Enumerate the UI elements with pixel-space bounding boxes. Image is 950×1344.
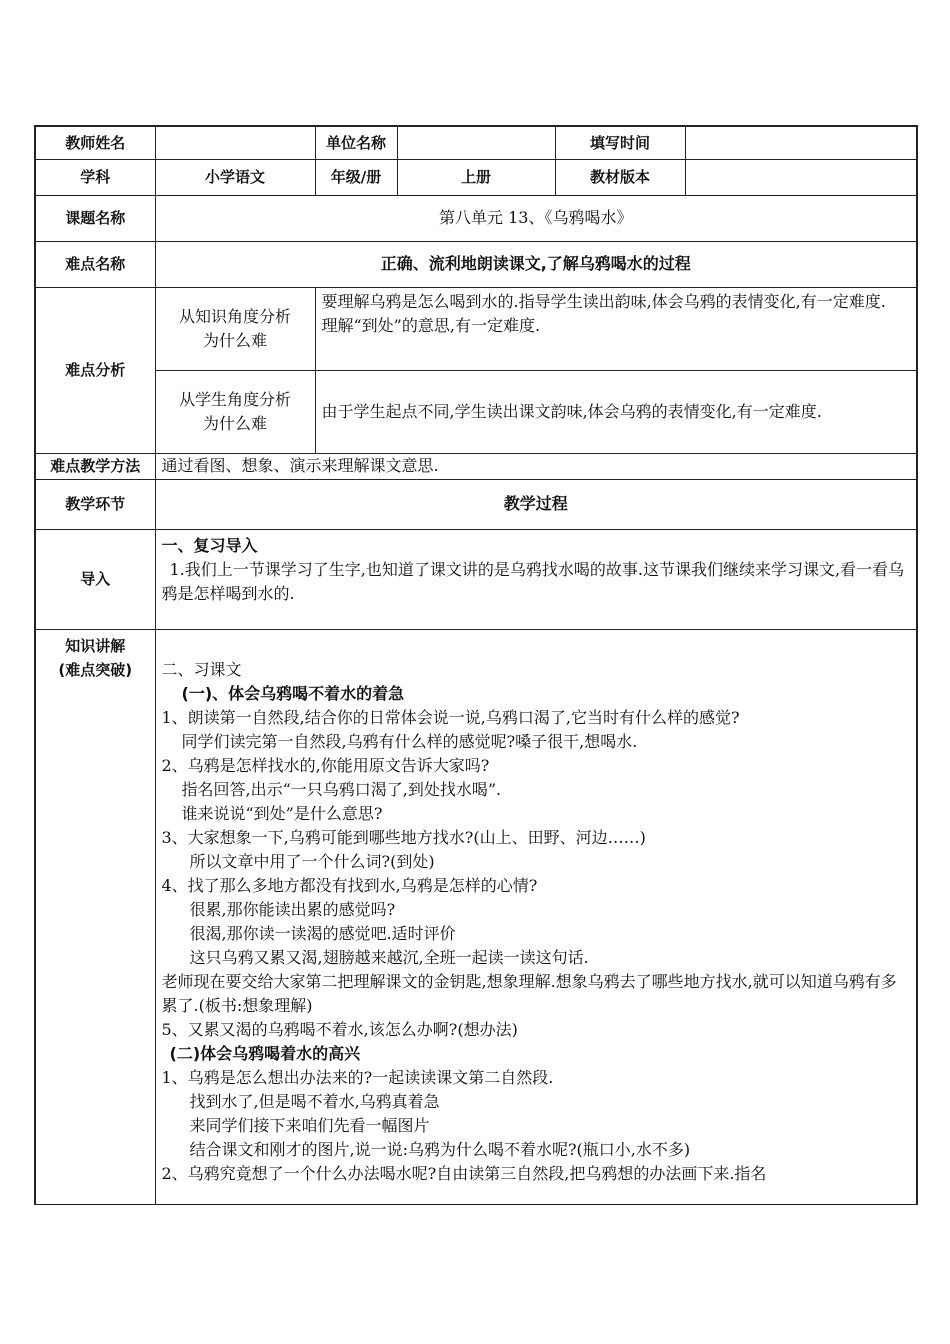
time-label: 填写时间 (555, 126, 685, 159)
student-angle-line-1: 从学生角度分析 (178, 389, 291, 409)
grade-value: 上册 (397, 159, 555, 195)
student-angle-text: 由于学生起点不同,学生读出课文韵味,体会乌鸦的表情变化,有一定难度. (315, 370, 917, 453)
lecture-line: 2、乌鸦究竟想了一个什么办法喝水呢?自由读第三自然段,把乌鸦想的办法画下来.指名 (161, 1163, 767, 1183)
teacher-label: 教师姓名 (35, 126, 155, 159)
lecture-label-line-2: (难点突破) (58, 660, 133, 679)
subject-label: 学科 (35, 159, 155, 195)
lecture-line: 很渴,那你读一读渴的感觉吧.适时评价 (189, 923, 456, 943)
knowledge-text-1: 要理解乌鸦是怎么喝到水的.指导学生读出韵味,体会乌鸦的表情变化,有一定难度. (321, 291, 886, 311)
student-angle-line-2: 为什么难 (202, 413, 267, 433)
knowledge-angle-line-1: 从知识角度分析 (178, 306, 291, 326)
lecture-line: 这只乌鸦又累又渴,翅膀越来越沉,全班一起读一读这句话. (189, 947, 589, 967)
lecture-line: 同学们读完第一自然段,乌鸦有什么样的感觉呢?嗓子很干,想喝水. (181, 731, 638, 751)
method-label: 难点教学方法 (35, 453, 155, 479)
subject-value: 小学语文 (155, 159, 315, 195)
lecture-line: 谁来说说“到处”是什么意思? (181, 803, 383, 823)
topic-row (35, 195, 917, 241)
lecture-sub2-title: (二)体会乌鸦喝着水的高兴 (169, 1043, 361, 1063)
lecture-line: 来同学们接下来咱们先看一幅图片 (189, 1115, 430, 1135)
process-content-header: 教学过程 (155, 479, 917, 529)
intro-row (35, 529, 917, 629)
intro-content (155, 529, 917, 629)
topic-value: 第八单元 13、《乌鸦喝水》 (155, 195, 917, 241)
difficulty-label: 难点名称 (35, 241, 155, 287)
knowledge-text-2: 理解“到处”的意思,有一定难度. (321, 315, 541, 335)
lecture-row (35, 629, 917, 1204)
analysis-row-knowledge (35, 287, 917, 370)
header-row-1 (35, 126, 917, 159)
process-stage-header: 教学环节 (35, 479, 155, 529)
method-value: 通过看图、想象、演示来理解课文意思. (155, 453, 917, 479)
lecture-line: 2、乌鸦是怎样找水的,你能用原文告诉大家吗? (161, 755, 490, 775)
difficulty-value: 正确、流利地朗读课文,了解乌鸦喝水的过程 (155, 241, 917, 287)
lecture-line: 5、又累又渴的乌鸦喝不着水,该怎么办啊?(想办法) (161, 1019, 518, 1039)
lecture-line: 很累,那你能读出累的感觉吗? (189, 899, 396, 919)
knowledge-angle-label (155, 287, 315, 370)
intro-title: 一、复习导入 (161, 535, 258, 555)
unit-label: 单位名称 (315, 126, 397, 159)
lecture-section-title: 二、习课文 (161, 659, 242, 679)
lecture-line: 3、大家想象一下,乌鸦可能到哪些地方找水?(山上、田野、河边……) (161, 827, 646, 847)
lecture-line: 老师现在要交给大家第二把理解课文的金钥匙,想象理解.想象乌鸦去了哪些地方找水,就可以知道乌鸦有多累了.(板书:想象理解) (161, 971, 897, 1015)
header-row-2 (35, 159, 917, 195)
lesson-plan-table (34, 125, 918, 1205)
teacher-value (155, 126, 315, 159)
lecture-content (155, 629, 917, 1204)
lecture-line: 4、找了那么多地方都没有找到水,乌鸦是怎样的心情? (161, 875, 538, 895)
lecture-label-line-1: 知识讲解 (65, 636, 126, 655)
lecture-line: 找到水了,但是喝不着水,乌鸦真着急 (189, 1091, 440, 1111)
lecture-label (35, 629, 155, 1204)
process-header-row (35, 479, 917, 529)
analysis-row-student (35, 370, 917, 453)
analysis-label: 难点分析 (35, 287, 155, 453)
lecture-line: 指名回答,出示“一只乌鸦口渴了,到处找水喝”. (181, 779, 502, 799)
intro-text: 1.我们上一节课学习了生字,也知道了课文讲的是乌鸦找水喝的故事.这节课我们继续来学习课文,看一看乌鸦是怎样喝到水的. (161, 559, 905, 603)
unit-value (397, 126, 555, 159)
lecture-line: 所以文章中用了一个什么词?(到处) (189, 851, 435, 871)
student-angle-label (155, 370, 315, 453)
lecture-line: 结合课文和刚才的图片,说一说:乌鸦为什么喝不着水呢?(瓶口小,水不多) (189, 1139, 691, 1159)
edition-label: 教材版本 (555, 159, 685, 195)
time-value (685, 126, 917, 159)
knowledge-angle-line-2: 为什么难 (202, 330, 267, 350)
grade-label: 年级/册 (315, 159, 397, 195)
topic-label: 课题名称 (35, 195, 155, 241)
lecture-line: 1、朗读第一自然段,结合你的日常体会说一说,乌鸦口渴了,它当时有什么样的感觉? (161, 707, 740, 727)
lesson-plan-sheet (34, 125, 916, 1205)
lecture-sub1-title: (一)、体会乌鸦喝不着水的着急 (181, 683, 405, 703)
edition-value (685, 159, 917, 195)
intro-label: 导入 (35, 529, 155, 629)
lecture-line: 1、乌鸦是怎么想出办法来的?一起读读课文第二自然段. (161, 1067, 554, 1087)
knowledge-angle-text (315, 287, 917, 370)
difficulty-row (35, 241, 917, 287)
method-row (35, 453, 917, 479)
